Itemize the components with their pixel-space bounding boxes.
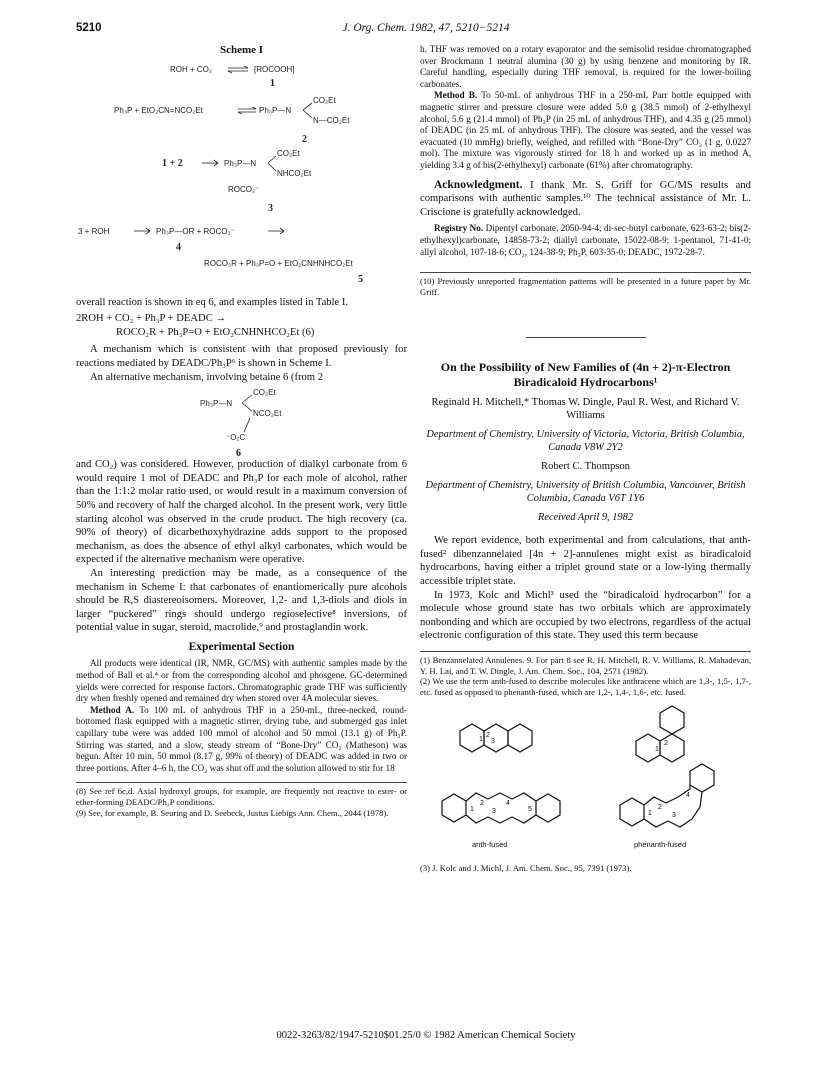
betaine-product: Ph₃P—N [200,399,233,409]
betaine-sub1: CO₂Et [253,388,276,398]
scheme-r3-product: Ph₃P—N [224,158,257,168]
footnote-divider [420,651,751,652]
method-b-lead: Method B. [434,90,478,101]
compound-number-2: 2 [302,133,307,145]
paragraph-intro: We report evidence, both experimental and from calculations, that anth-fused² dibenzannelated [4n + 2]-annulenes might exist as biradicaloid hydrocarbons, having either a triplet ground state or a low-lying thermally accessible triplet state. [420,535,751,588]
scheme-r2-product: Ph₃P—N [259,105,292,115]
paragraph-registry [420,223,751,258]
betaine-sub3: ⁻O₂C [226,433,246,443]
scheme-r1-lhs: ROH + CO₂ [170,64,212,74]
paragraph-method-a [76,705,407,775]
ack-text: I thank Mr. S. Griff for GC/MS results and comparisons with authentic samples.¹⁰ The technical assistance of Mr. L. Criscione is gratefully acknowledged. [420,179,751,218]
equation-6 [76,312,407,339]
registry-heading: Registry No. [434,223,484,234]
scheme-r3-sub1: CO₂Et [277,148,300,158]
scheme-r2-lhs: Ph₃P + EtO₂CN=NCO₂Et [114,105,203,115]
anth-fused-structure-large [442,793,560,823]
paragraph-method-b [420,90,751,171]
equilibrium-arrow [238,107,256,114]
article-title: On the Possibility of New Families of (4n + 2)-π-Electron Biradicaloid Hydrocarbons¹ [440,360,731,390]
journal-citation: J. Org. Chem. 1982, 47, 5210−5214 [342,22,510,34]
footnote-10: (10) Previously unreported fragmentation patterns will be presented in a future paper by Mr. Griff. [420,276,751,297]
method-b-text: To 50-mL of anhydrous THF in a 250-mL Parr bottle equipped with magnetic stirrer and pressure closure were added 5.0 g (38.5 mmol) of 2-ethylhexyl alcohol, 5.6 g (21.4 mmol) of Ph₃P (in 25 mL of anhydrous THF), and 4.35 g (25 mmol) of DEADC (in 25 mL of anhydrous THF). The closure was seated, and the vessel was evacuated (10 mmHg) briefly, weighed, and refilled with “Bone-Dry” CO₂ (1 g, 0.0227 mol). The mixture was vigorously stirred for 18 h and worked up as in method A, yielding 3.4 g of bis(2-ethylhexyl) carbonate (61%) after chromatography. [420,90,751,170]
footnote-divider [420,272,751,273]
compound-number-3: 3 [268,202,273,214]
locant-2: 2 [658,804,662,812]
reaction-arrow [202,160,218,166]
paragraph-kolc-michl: In 1973, Kolc and Michl³ used the “biradicaloid hydrocarbon” for a molecule whose ground state has two orbitals which are approximately nonbonding and which are occupied by two electrons, regardless of the actual electronic configuration of this state. They used this term because [420,589,751,642]
compound-number-6: 6 [236,448,241,459]
section-heading-experimental: Experimental Section [188,640,295,653]
footnote-1: (1) Benzannelated Annulenes. 9. For part 8 see R. H. Mitchell, R. V. Williams, R. Mahadevan, Y. H. Lai, and T. W. Dingle, J. Am. Chem. Soc., 104, 2571 (1982). [420,655,751,676]
phenanth-fused-structure-small [636,706,684,762]
locant-1: 1 [648,810,652,818]
reaction-arrow [134,228,150,234]
locant-2: 2 [480,800,484,808]
locant-5: 5 [528,806,532,814]
running-header [76,22,776,38]
paragraph-mechanism: A mechanism which is consistent with that proposed previously for reactions mediated by DEADC/Ph₃P⁶ is shown in Scheme I. [76,344,407,369]
method-a-text: To 100 mL of anhydrous THF in a 250-mL, three-necked, round-bottomed flask equipped with a magnetic stirrer, drying tube, and submerged gas inlet capillary tube were was added 100 mmol of alcohol and 50 mmol (13.1 g) of Ph₃P. Stirring was started, and a slow, steady stream of “Bone-Dry” CO₂ (Matheson) was begun. After 10 min, 50 mmol (8.17 g, 99% of theory) of DEADC was added in two or three portions. After 4–6 h, the CO₂ was shut off and the solution allowed to stir for 18 [76,704,407,773]
method-a-lead: Method A. [90,704,135,715]
footnote-9: (9) See, for example, B. Seuring and D. Seebeck, Justus Liebigs Ann. Chem., 2044 (1978). [76,807,389,818]
compound-number-1: 1 [270,77,275,89]
anth-fused-label: anth-fused [472,840,508,850]
equilibrium-arrow [228,66,248,73]
phenanth-fused-structure-large [620,764,714,827]
equation-line-1: 2ROH + CO₂ + Ph₃P + DEADC → [76,313,226,325]
locant-1: 1 [655,746,659,754]
scheme-r3-lhs: 1 + 2 [162,157,183,169]
paragraph-betaine-discussion: and CO₂) was considered. However, production of dialkyl carbonate from 6 would require 1 mol of DEADC and Ph₃P for each mole of alcohol, rather than the 1:1:2 molar ratio used, or would result in a maximum conversion of 50% and recovery of half the charged alcohol. In the present work, very little starting alcohol was observed in the crude product. The high recovery (ca. 90% of theory) of dicarbethoxyhydrazine adds support to the proposed mechanism, as does the absence of ethyl alkyl carbonates, which would be expected if the alternative mechanism were operative. [76,459,407,566]
article-separator [526,337,646,338]
affiliation-victoria: Department of Chemistry, University of Victoria, Victoria, British Columbia, Canada V8W 2Y2 [426,429,745,454]
scheme-r4-product: Ph₃P—OR + ROCO₂⁻ [156,226,235,236]
locant-3: 3 [672,812,676,820]
paragraph-experimental: All products were identical (IR, NMR, GC/MS) with authentic samples made by the method of Ball et al.⁴ or from the corresponding alcohol and phosgene. GC-determined yields were corrected for response factors. Chromatographic grade THF was sufficiently dry when freshly opened and remained dry when stored over 4A molecular sieves. [76,658,407,704]
reaction-arrow [268,228,284,234]
footnote-2: (2) We use the term anth-fused to describe molecules like anthracene which are 1,3-, 1,5-, 1,7-, etc. fused as opposed to phenanth-fused, which are 1,2-, 1,4-, 1,6-, etc. fused. [420,676,751,697]
ack-heading: Acknowledgment. [434,178,523,191]
locant-1: 1 [470,806,474,814]
locant-3: 3 [491,738,495,746]
right-column [420,44,751,874]
author-thompson: Robert C. Thompson [541,461,630,473]
anth-fused-structure-small [460,724,532,752]
scheme-r2-sub1: CO₂Et [313,95,336,105]
scheme-i-diagram [76,60,407,286]
footnote-divider [76,782,407,783]
locant-4: 4 [506,800,510,808]
scheme-r3-sub2: NHCO₂Et [277,168,312,178]
locant-1: 1 [479,736,483,744]
scheme-title: Scheme I [219,44,264,56]
left-column [76,44,407,818]
phenanth-fused-label: phenanth-fused [634,840,687,850]
scheme-r3-anion: ROCO₂⁻ [228,184,260,194]
page-number: 5210 [76,22,102,34]
scheme-r1-rhs: [ROCOOH] [254,64,295,74]
authors: Reginald H. Mitchell,* Thomas W. Dingle, Paul R. West, and Richard V. Williams [431,397,740,422]
locant-2: 2 [664,740,668,748]
compound-number-5: 5 [358,273,363,285]
scheme-r5-product: ROCO₂R + Ph₃P=O + EtO₂CNHNHCO₂Et [204,258,353,268]
betaine-6-structure [76,384,407,458]
locant-3: 3 [492,808,496,816]
page-footer: 0022-3263/82/1947-5210$01.25/0 © 1982 American Chemical Society [276,1030,576,1041]
paragraph-prediction: An interesting prediction may be made, as a consequence of the mechanism in Scheme I: that carbonates of enantiomerically pure alcohols should be R,S diastereoisomers. Moreover, 1,2- and 1,3-diols and diols in larger “puckered” rings should undergo regioselective⁸ inversions, of potential value in sugar, steroid, macrolide,⁹ and prostaglandin work. [76,567,407,634]
locant-2: 2 [486,732,490,740]
affiliation-ubc: Department of Chemistry, University of British Columbia, Vancouver, British Columbia, Canada V6T 1Y6 [425,480,746,505]
paragraph-workup: h. THF was removed on a rotary evaporator and the semisolid residue chromatographed over Brockmann 1 neutral alumina (30 g) by using benzene and monitoring by IR. Careful handling, especially during THF removal, is required for the lower-boiling carbonates. [420,44,751,89]
paragraph-acknowledgment [420,179,751,220]
received-date: Received April 9, 1982 [537,512,634,524]
fused-ring-figure [420,701,751,861]
betaine-sub2: NCO₂Et [253,409,282,419]
footnote-8: (8) See ref 6c,d. Axial hydroxyl groups, for example, are frequently not reactive to ester- or ether-forming DEADC/Ph₃P conditions. [76,786,407,807]
registry-text: Dipentyl carbonate, 2050-94-4; di-sec-butyl carbonate, 623-63-2; bis(2-ethylhexyl)carbonate, 14858-73-2; diallyl carbonate, 15022-08-9; 1-pentanol, 71-41-0; allyl alcohol, 107-18-6; CO₂, 124-38-9; Ph₃P, 603-35-0; DEADC, 1972-28-7. [420,223,751,257]
scheme-r4-lhs: 3 + ROH [78,226,110,236]
footnote-3: (3) J. Kolc and J. Michl, J. Am. Chem. Soc., 95, 7391 (1973). [420,863,632,874]
equation-line-2: ROCO₂R + Ph₃P=O + EtO₂CNHNHCO₂Et (6) [116,326,315,338]
compound-number-4: 4 [176,241,181,253]
locant-4: 4 [686,792,690,800]
paragraph-alternative: An alternative mechanism, involving betaine 6 (from 2 [90,371,323,383]
paragraph-overall-reaction: overall reaction is shown in eq 6, and examples listed in Table I. [76,296,349,308]
scheme-r2-sub2: N—CO₂Et [313,115,350,125]
